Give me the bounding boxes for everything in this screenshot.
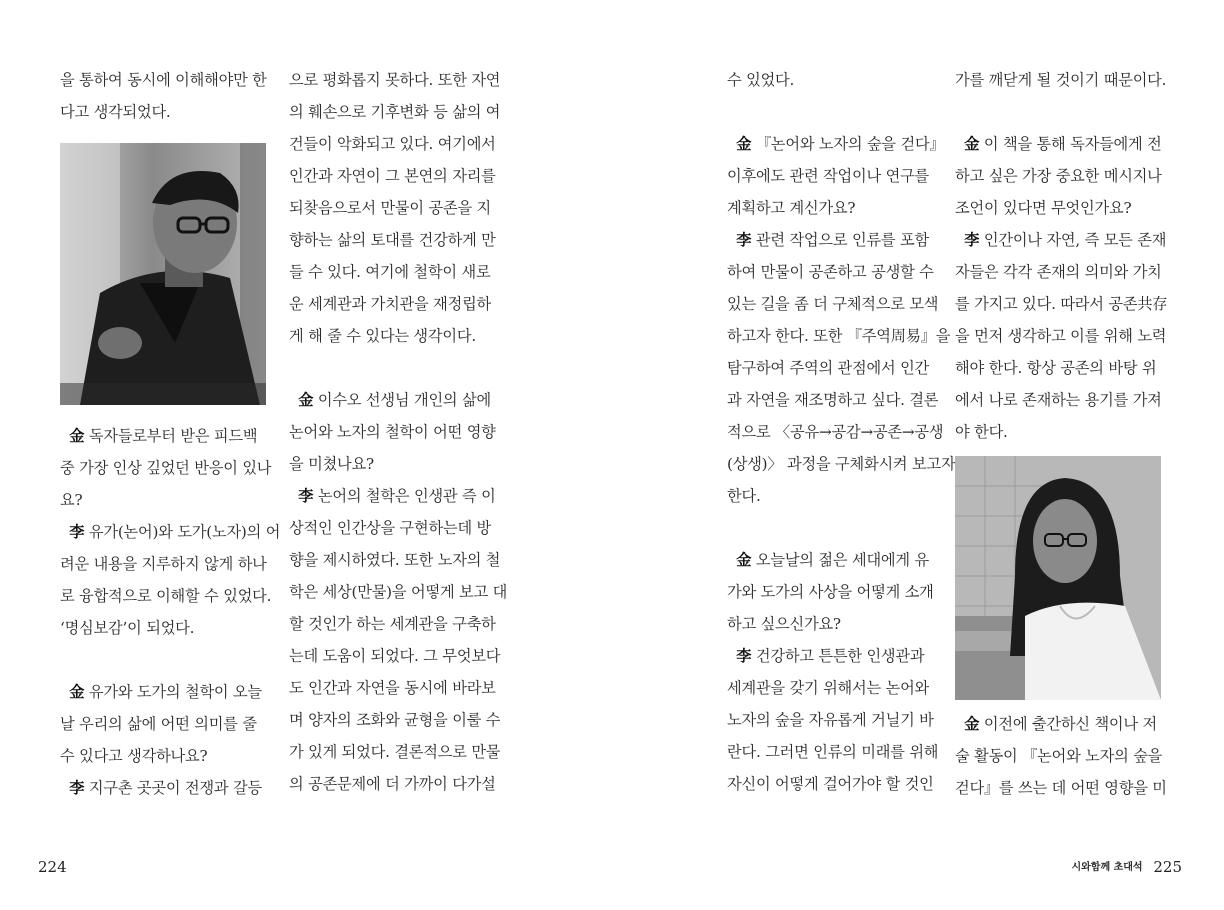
text-line: 수 있었다. — [727, 71, 795, 89]
speaker-mark: 李 — [69, 779, 85, 797]
text-line: 金 『논어와 노자의 숲을 걷다』 — [736, 135, 945, 153]
text-line: 에서 나로 존재하는 용기를 가져 — [955, 391, 1162, 409]
speaker-mark: 金 — [964, 715, 980, 733]
text-line: 를 가지고 있다. 따라서 공존共存 — [955, 295, 1168, 313]
text-line: 하고자 한다. 또한 『주역周易』을 — [727, 327, 951, 345]
text-line: 조언이 있다면 무엇인가요? — [955, 199, 1132, 217]
page-number-left: 224 — [38, 858, 67, 876]
text-line: 할 것인가 하는 세계관을 구축하 — [289, 615, 496, 633]
text-line: 있는 길을 좀 더 구체적으로 모색 — [727, 295, 939, 313]
text-line: 계획하고 계신가요? — [727, 199, 856, 217]
page-number-right: 225 — [1153, 858, 1182, 876]
speaker-mark: 金 — [736, 135, 752, 153]
text-line: 노자의 숲을 자유롭게 거닐기 바 — [727, 711, 934, 729]
text-line: 학은 세상(만물)을 어떻게 보고 대 — [289, 583, 508, 601]
text-line: 란다. 그러면 인류의 미래를 위해 — [727, 743, 939, 761]
col4-bottom-text — [955, 708, 1167, 804]
paragraph-gap — [727, 96, 939, 128]
text-line: 날 우리의 삶에 어떤 의미를 줄 — [60, 715, 257, 733]
text-line: 되찾음으로서 만물이 공존을 지 — [289, 199, 492, 217]
right-column-1 — [727, 64, 956, 800]
paragraph-gap — [955, 96, 1167, 128]
text-line: 과 자연을 재조명하고 싶다. 결론 — [727, 391, 939, 409]
speaker-mark: 金 — [736, 551, 752, 569]
text-line: 李 지구촌 곳곳이 전쟁과 갈등 — [69, 779, 262, 797]
text-line: 하고 싶으신가요? — [727, 615, 841, 633]
speaker-mark: 金 — [69, 683, 85, 701]
speaker-mark: 李 — [736, 647, 752, 665]
text-line: 도 인간과 자연을 동시에 바라보 — [289, 679, 496, 697]
text-line: 李 관련 작업으로 인류를 포함 — [736, 231, 929, 249]
paragraph-gap — [727, 512, 939, 544]
paragraph-gap — [60, 644, 272, 676]
text-line: 金 이 책을 통해 독자들에게 전 — [964, 135, 1162, 153]
paragraph-gap — [289, 352, 501, 384]
text-line: 金 이전에 출간하신 책이나 저 — [964, 715, 1157, 733]
page-footer-right — [1071, 858, 1182, 876]
text-line: 술 활동이 『논어와 노자의 숲을 — [955, 747, 1163, 765]
woman-portrait-image — [955, 456, 1161, 700]
text-line: 운 세계관과 가치관을 재정립하 — [289, 295, 492, 313]
speaker-mark: 金 — [69, 427, 85, 445]
text-line: 며 양자의 조화와 균형을 이룰 수 — [289, 711, 501, 729]
text-line: 李 건강하고 튼튼한 인생관과 — [736, 647, 925, 665]
speaker-mark: 李 — [964, 231, 980, 249]
text-line: 의 공존문제에 더 가까이 다가설 — [289, 775, 496, 793]
text-line: 李 유가(논어)와 도가(노자)의 어 — [69, 523, 281, 541]
text-line: 으로 평화롭지 못하다. 또한 자연 — [289, 71, 501, 89]
woman-portrait-photo — [955, 456, 1161, 700]
text-line: 가와 도가의 사상을 어떻게 소개 — [727, 583, 934, 601]
text-line: 중 가장 인상 깊었던 반응이 있나 — [60, 459, 272, 477]
text-line: 상적인 인간상을 구현하는데 방 — [289, 519, 492, 537]
man-portrait-photo — [60, 143, 266, 405]
text-line: 한다. — [727, 487, 761, 505]
text-line: 자들은 각각 존재의 의미와 가치 — [955, 263, 1162, 281]
text-line: 로 융합적으로 이해할 수 있었다. — [60, 587, 272, 605]
text-line: 인간과 자연이 그 본연의 자리를 — [289, 167, 496, 185]
text-line: 는데 도움이 되었다. 그 무엇보다 — [289, 647, 501, 665]
text-line: 야 한다. — [955, 423, 1008, 441]
speaker-mark: 李 — [736, 231, 752, 249]
text-line: 金 독자들로부터 받은 피드백 — [69, 427, 258, 445]
text-line: 李 논어의 철학은 인생관 즉 이 — [298, 487, 496, 505]
text-line: 려운 내용을 지루하지 않게 하나 — [60, 555, 267, 573]
text-line: 을 먼저 생각하고 이를 위해 노력 — [955, 327, 1167, 345]
text-line: 탐구하여 주역의 관점에서 인간 — [727, 359, 930, 377]
col4-top-text — [955, 64, 1167, 448]
speaker-mark: 金 — [964, 135, 980, 153]
text-line: 金 유가와 도가의 철학이 오늘 — [69, 683, 262, 701]
text-line: 자신이 어떻게 걸어가야 할 것인 — [727, 775, 934, 793]
text-line: 다고 생각되었다. — [60, 103, 171, 121]
left-column-1 — [60, 64, 281, 804]
text-line: 金 이수오 선생님 개인의 삶에 — [298, 391, 491, 409]
text-line: 가를 깨닫게 될 것이기 때문이다. — [955, 71, 1167, 89]
speaker-mark: 李 — [298, 487, 314, 505]
text-line: 논어와 노자의 철학이 어떤 영향 — [289, 423, 496, 441]
text-line: 요? — [60, 491, 83, 509]
text-line: 가 있게 되었다. 결론적으로 만물 — [289, 743, 501, 761]
text-line: 걷다』를 쓰는 데 어떤 영향을 미 — [955, 779, 1167, 797]
text-line: 향하는 삶의 토대를 건강하게 만 — [289, 231, 496, 249]
text-line: (상생)〉 과정을 구체화시켜 보고자 — [727, 455, 956, 473]
text-line: 金 오늘날의 젊은 세대에게 유 — [736, 551, 929, 569]
text-line: 건들이 악화되고 있다. 여기에서 — [289, 135, 496, 153]
text-line: 의 훼손으로 기후변화 등 삶의 여 — [289, 103, 501, 121]
text-line: ‘명심보감’이 되었다. — [60, 619, 195, 637]
text-line: 수 있다고 생각하나요? — [60, 747, 208, 765]
text-line: 세계관을 갖기 위해서는 논어와 — [727, 679, 930, 697]
text-line: 李 인간이나 자연, 즉 모든 존재 — [964, 231, 1167, 249]
speaker-mark: 李 — [69, 523, 85, 541]
speaker-mark: 金 — [298, 391, 314, 409]
text-line: 을 미쳤나요? — [289, 455, 374, 473]
man-portrait-image — [60, 143, 266, 405]
col1-bottom-text — [60, 420, 281, 804]
text-line: 하여 만물이 공존하고 공생할 수 — [727, 263, 934, 281]
text-line: 향을 제시하였다. 또한 노자의 철 — [289, 551, 501, 569]
text-line: 을 통하여 동시에 이해해야만 한 — [60, 71, 267, 89]
text-line: 게 해 줄 수 있다는 생각이다. — [289, 327, 476, 345]
col1-top-text — [60, 64, 272, 128]
text-line: 해야 한다. 항상 공존의 바탕 위 — [955, 359, 1157, 377]
section-label: 시와함께 초대석 — [1071, 862, 1143, 873]
text-line: 적으로 〈공유→공감→공존→공생 — [727, 423, 944, 441]
text-line: 하고 싶은 가장 중요한 메시지나 — [955, 167, 1162, 185]
right-column-2 — [955, 64, 1167, 804]
text-line: 들 수 있다. 여기에 철학이 새로 — [289, 263, 491, 281]
text-line: 이후에도 관련 작업이나 연구를 — [727, 167, 930, 185]
left-column-2 — [289, 64, 508, 800]
